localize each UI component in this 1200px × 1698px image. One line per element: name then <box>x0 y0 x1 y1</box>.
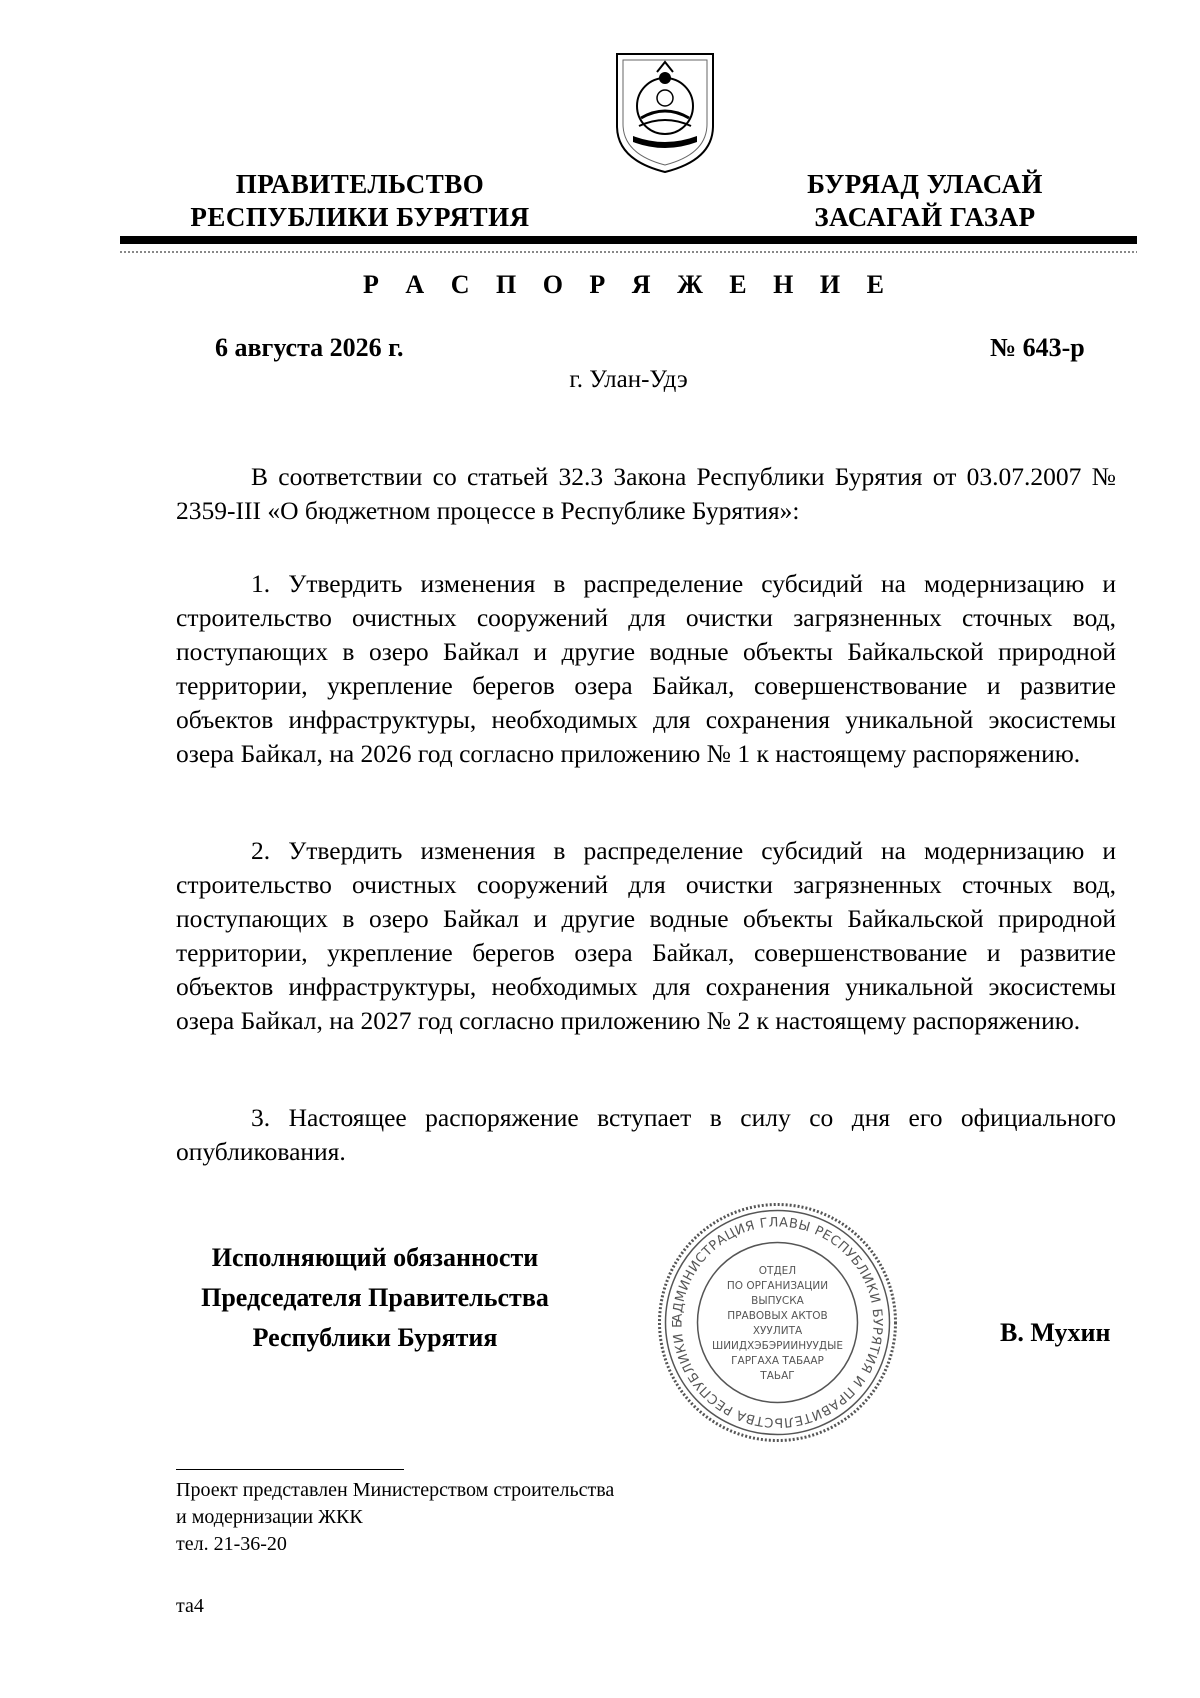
stamp-center-line: ТАЬАГ <box>760 1370 795 1382</box>
header-divider-thin <box>120 251 1137 253</box>
coat-of-arms-icon <box>611 48 719 176</box>
paragraph-preamble: В соответствии со статьей 32.3 Закона Республики Бурятия от 03.07.2007 № 2359-III «О бюджетном процессе в Республике Бурятия»: <box>176 462 1116 525</box>
org-name-ru-line2: РЕСПУБЛИКИ БУРЯТИЯ <box>190 202 530 232</box>
footer-divider <box>176 1469 404 1470</box>
org-name-bua-line1: БУРЯАД УЛАСАЙ <box>807 169 1043 199</box>
org-name-ru <box>170 168 550 234</box>
document-date: 6 августа 2026 г. <box>215 333 404 362</box>
signatory-title <box>170 1238 580 1358</box>
footer-line-1: Проект представлен Министерством строительства <box>176 1479 615 1501</box>
signatory-name: В. Мухин <box>1000 1318 1111 1347</box>
signatory-title-line1: Исполняющий обязанности <box>211 1243 539 1272</box>
document-city: г. Улан-Удэ <box>569 366 688 393</box>
document-number: № 643-р <box>990 333 1085 362</box>
footer-line-3: тел. 21-36-20 <box>176 1533 287 1555</box>
org-name-ru-line1: ПРАВИТЕЛЬСТВО <box>235 169 485 199</box>
stamp-center-line: ХУУЛИТА <box>752 1325 803 1337</box>
signatory-title-line3: Республики Бурятия <box>252 1323 498 1352</box>
header-divider-thick <box>120 236 1137 244</box>
paragraph-item-2: 2. Утвердить изменения в распределение субсидий на модернизацию и строительство очистных сооружений для очистки загрязненных сточных вод, поступающих в озеро Байкал и другие водные объекты Байкальской природной территории, укрепление берегов озера Байкал, совершенствование и развитие объектов инфраструктуры, необходимых для сохранения уникальной экосистемы озера Байкал, на 2027 год согласно приложению № 2 к настоящему распоряжению. <box>176 836 1116 1035</box>
document-title: Р А С П О Р Я Ж Е Н И Е <box>363 270 894 299</box>
paragraph-item-1: 1. Утвердить изменения в распределение субсидий на модернизацию и строительство очистных сооружений для очистки загрязненных сточных вод, поступающих в озеро Байкал и другие водные объекты Байкальской природной территории, укрепление берегов озера Байкал, совершенствование и развитие объектов инфраструктуры, необходимых для сохранения уникальной экосистемы озера Байкал, на 2026 год согласно приложению № 1 к настоящему распоряжению. <box>176 569 1116 768</box>
footer-line-2: и модернизации ЖКК <box>176 1506 363 1528</box>
stamp-center-line: ГАРГАХА ТАБААР <box>731 1355 824 1367</box>
stamp-center-line: ПРАВОВЫХ АКТОВ <box>727 1310 828 1322</box>
org-name-bua-line2: ЗАСАГАЙ ГАЗАР <box>814 202 1036 232</box>
stamp-center-line: ОТДЕЛ <box>758 1265 797 1277</box>
signatory-title-line2: Председателя Правительства <box>201 1283 549 1312</box>
stamp-center-line: ПО ОРГАНИЗАЦИИ <box>726 1280 829 1292</box>
org-name-bua <box>780 168 1070 234</box>
paragraph-item-3: 3. Настоящее распоряжение вступает в силу со дня его официального опубликования. <box>176 1103 1116 1166</box>
footer-code: та4 <box>176 1595 204 1617</box>
stamp-center-line: ШИИДХЭБЭРИИНУУДЫЕ <box>711 1340 844 1352</box>
stamp-center-line: ВЫПУСКА <box>751 1295 804 1307</box>
stamp-ring-text: АДМИНИСТРАЦИЯ ГЛАВЫ РЕСПУБЛИКИ БУРЯТИЯ И ПРАВИТЕЛЬСТВА РЕСПУБЛИКИ Б <box>670 1215 885 1430</box>
official-stamp-icon <box>655 1200 900 1445</box>
